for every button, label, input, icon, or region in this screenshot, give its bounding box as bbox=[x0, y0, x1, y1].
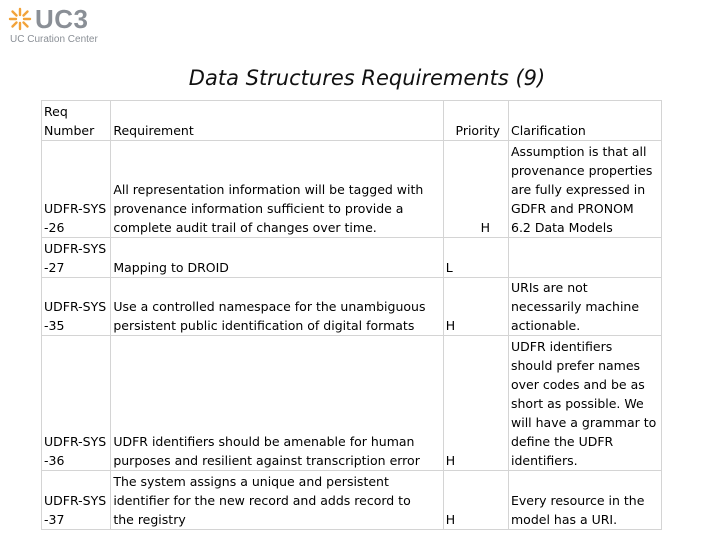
requirement-cell: All representation information will be tagged with provenance information sufficient to provide a complete audit trail of changes over time. bbox=[111, 141, 443, 238]
table-row bbox=[42, 238, 662, 278]
table-row bbox=[42, 141, 662, 238]
header-clarification: Clarification bbox=[509, 101, 662, 141]
table-row bbox=[42, 336, 662, 471]
requirement-cell: UDFR identifiers should be amenable for human purposes and resilient against transcription error bbox=[111, 336, 443, 471]
priority-cell: H bbox=[443, 471, 508, 530]
priority-cell: H bbox=[443, 141, 508, 238]
table-row bbox=[42, 471, 662, 530]
slide-title: Data Structures Requirements (9) bbox=[188, 66, 546, 90]
starburst-icon bbox=[8, 7, 32, 31]
priority-cell: L bbox=[443, 238, 508, 278]
header-requirement: Requirement bbox=[111, 101, 443, 141]
priority-cell: H bbox=[443, 336, 508, 471]
header-req-number: Req Number bbox=[42, 101, 111, 141]
req-number-cell: UDFR-SYS -37 bbox=[42, 471, 111, 530]
req-number-cell: UDFR-SYS -35 bbox=[42, 278, 111, 336]
clarification-cell bbox=[509, 238, 662, 278]
requirements-table bbox=[41, 100, 662, 530]
logo-name: UC3 bbox=[35, 4, 89, 34]
clarification-cell: Every resource in the model has a URI. bbox=[509, 471, 662, 530]
req-number-cell: UDFR-SYS -27 bbox=[42, 238, 111, 278]
uc3-logo bbox=[8, 6, 128, 50]
req-number-cell: UDFR-SYS -36 bbox=[42, 336, 111, 471]
requirement-cell: Mapping to DROID bbox=[111, 238, 443, 278]
clarification-cell: Assumption is that all provenance properties are fully expressed in GDFR and PRONOM 6.2 Data Models bbox=[509, 141, 662, 238]
clarification-cell: UDFR identifiers should prefer names over codes and be as short as possible. We will have a grammar to define the UDFR identifiers. bbox=[509, 336, 662, 471]
req-number-cell: UDFR-SYS -26 bbox=[42, 141, 111, 238]
clarification-cell: URIs are not necessarily machine actionable. bbox=[509, 278, 662, 336]
priority-cell: H bbox=[443, 278, 508, 336]
table-header-row bbox=[42, 101, 662, 141]
header-priority: Priority bbox=[443, 101, 508, 141]
requirement-cell: The system assigns a unique and persistent identifier for the new record and adds record to the registry bbox=[111, 471, 443, 530]
requirement-cell: Use a controlled namespace for the unambiguous persistent public identification of digital formats bbox=[111, 278, 443, 336]
logo-subtitle: UC Curation Center bbox=[10, 34, 98, 45]
table-row bbox=[42, 278, 662, 336]
